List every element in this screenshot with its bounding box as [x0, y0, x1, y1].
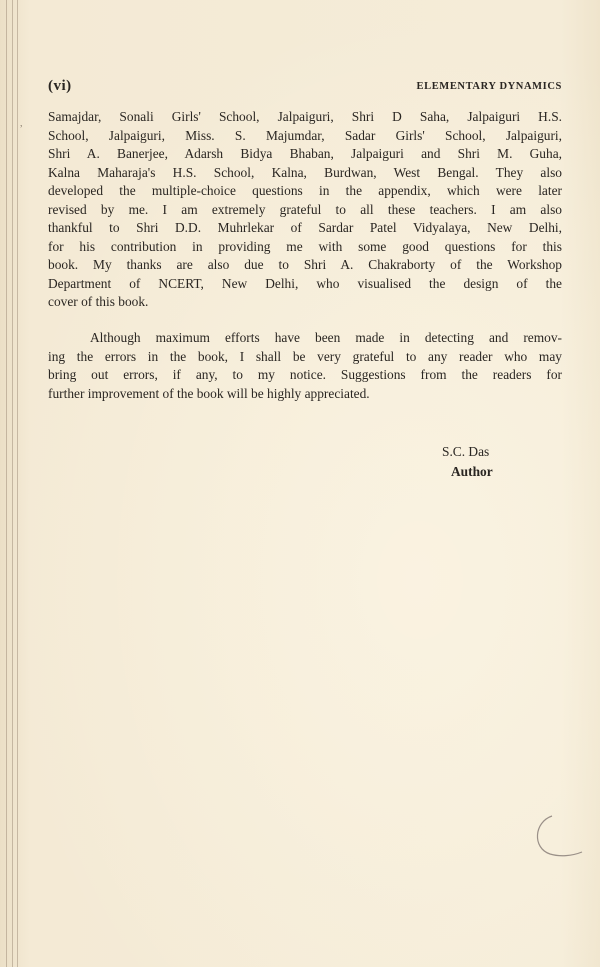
text-line: Kalna Maharaja's H.S. School, Kalna, Burdwan, West Bengal. They also	[48, 164, 562, 180]
text-line: developed the multiple-choice questions in the appendix, which were later	[48, 183, 562, 198]
text-line: Although maximum efforts have been made in detecting and remov-	[90, 330, 562, 345]
binding-edge-line	[6, 0, 7, 967]
text-line: cover of this book.	[48, 294, 149, 309]
pencil-mark-decoration	[530, 812, 590, 862]
author-role: Author	[451, 464, 493, 479]
text-line: further improvement of the book will be highly appreciated.	[48, 385, 370, 401]
binding-edge-line	[17, 0, 18, 967]
author-name: S.C. Das	[442, 444, 490, 459]
binding-edge-line	[12, 0, 13, 967]
pencil-curve	[537, 816, 582, 856]
text-line: School, Jalpaiguri, Miss. S. Majumdar, Sadar Girls' School, Jalpaiguri,	[48, 127, 562, 143]
text-line: ing the errors in the book, I shall be very grateful to any reader who may	[48, 348, 562, 364]
text-line: Samajdar, Sonali Girls' School, Jalpaiguri, Shri D Saha, Jalpaiguri H.S.	[48, 109, 562, 124]
text-line: for his contribution in providing me with some good questions for this	[48, 238, 562, 254]
text-line: revised by me. I am extremely grateful to all these teachers. I am also	[48, 201, 562, 217]
page-number: (vi)	[48, 78, 72, 94]
text-line: Shri A. Banerjee, Adarsh Bidya Bhaban, Jalpaiguri and Shri M. Guha,	[48, 146, 562, 161]
text-line: thankful to Shri D.D. Muhrlekar of Sardar Patel Vidyalaya, New Delhi,	[48, 220, 562, 235]
paragraph-errors-notice	[48, 329, 562, 403]
text-line: book. My thanks are also due to Shri A. Chakraborty of the Workshop	[48, 257, 562, 272]
page-header	[48, 78, 562, 98]
signature-block	[442, 442, 493, 482]
running-head: ELEMENTARY DYNAMICS	[416, 81, 562, 92]
margin-mark: ,	[20, 118, 23, 129]
text-line: bring out errors, if any, to my notice. Suggestions from the readers for	[48, 367, 562, 382]
paragraph-acknowledgements	[48, 108, 562, 312]
text-line: Department of NCERT, New Delhi, who visualised the design of the	[48, 275, 562, 291]
